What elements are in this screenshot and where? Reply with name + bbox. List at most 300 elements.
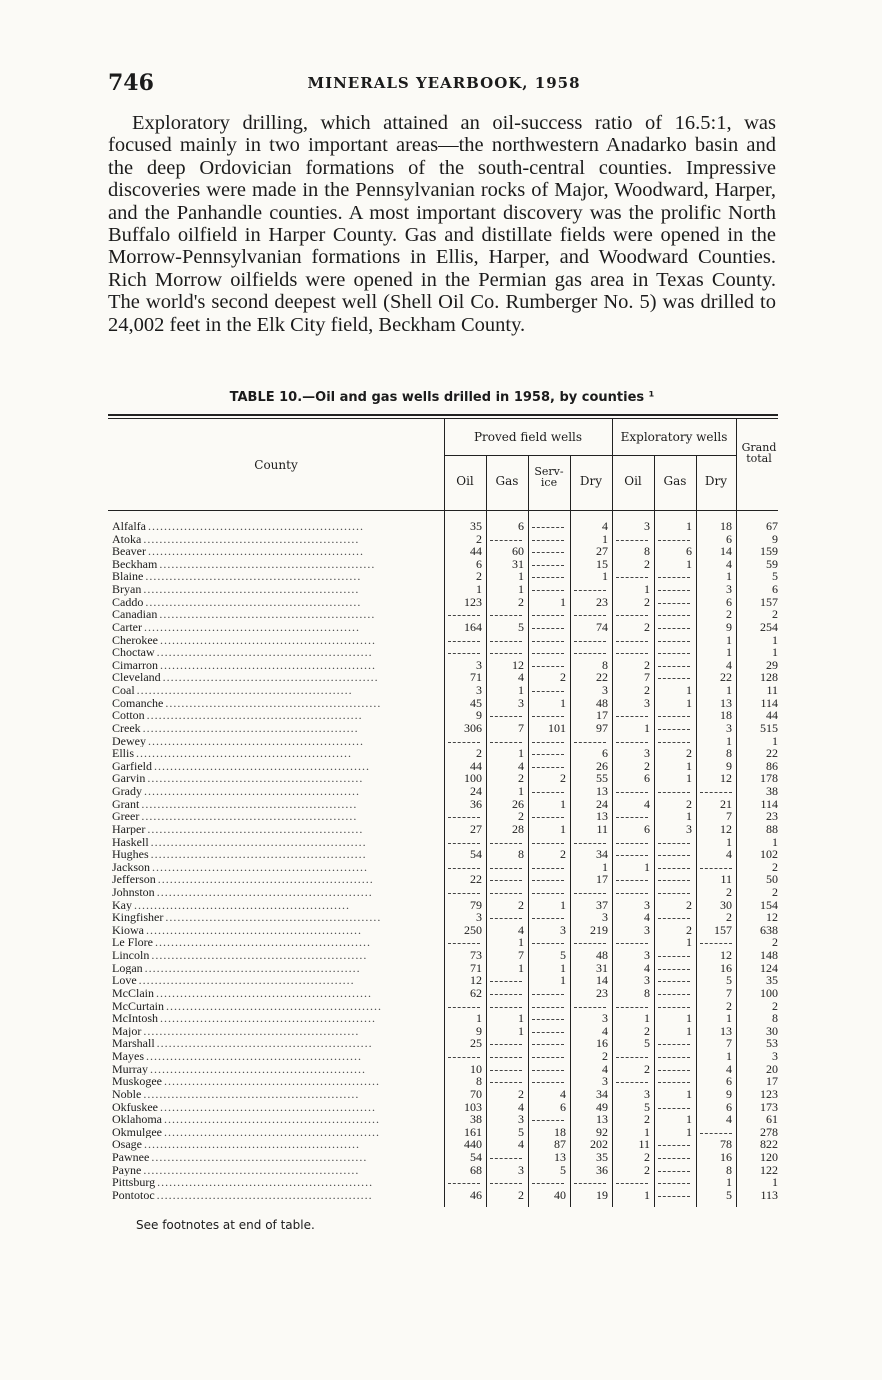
table-row [108,747,780,760]
table-cell: 4 [518,1099,524,1114]
table-cell: 44 [766,708,778,723]
table-row [108,1050,780,1063]
empty-cell-leader [700,868,732,869]
table-cell: 1 [560,821,566,836]
table-cell: 8 [602,657,608,672]
county-name: Grant . . . [112,798,442,811]
table-cell: 2 [772,607,778,622]
table-cell: 164 [464,619,482,634]
table-cell: 3 [726,720,732,735]
empty-cell-leader [490,742,522,743]
empty-cell-leader [616,641,648,642]
county-name: Osage . . . [112,1138,442,1151]
table-cell: 9 [726,758,732,773]
table-cell: 1 [518,784,524,799]
table-cell: 4 [644,796,650,811]
table-cell: 40 [554,1187,566,1202]
table-cell: 278 [760,1124,778,1139]
empty-cell-leader [532,1007,564,1008]
table-cell: 45 [470,695,482,710]
table-cell: 30 [720,897,732,912]
empty-cell-leader [658,1044,690,1045]
empty-cell-leader [448,742,480,743]
table-cell: 2 [518,1086,524,1101]
table-cell: 13 [596,1112,608,1127]
empty-cell-leader [658,893,690,894]
county-name: Cotton . . . [112,709,442,722]
empty-cell-leader [532,716,564,717]
table-cell: 7 [726,1036,732,1051]
table-cell: 23 [766,809,778,824]
exp-dry-header: Dry [704,474,728,488]
table-cell: 2 [726,884,732,899]
table-row [108,785,780,798]
table-cell: 44 [470,758,482,773]
table-row [108,848,780,861]
empty-cell-leader [532,552,564,553]
table-cell: 15 [596,556,608,571]
table-cell: 6 [476,556,482,571]
empty-cell-leader [574,1183,606,1184]
empty-cell-leader [532,742,564,743]
empty-cell-leader [532,691,564,692]
empty-cell-leader [658,653,690,654]
table-row [108,873,780,886]
table-cell: 23 [596,594,608,609]
table-cell: 22 [720,670,732,685]
empty-cell-leader [448,653,480,654]
table-cell: 86 [766,758,778,773]
county-name: Hughes . . . [112,848,442,861]
table-cell: 123 [760,1086,778,1101]
county-name: McClain . . . [112,987,442,1000]
table-row [108,1189,780,1202]
table-row [108,671,780,684]
table-cell: 1 [602,569,608,584]
table-cell: 1 [602,859,608,874]
table-cell: 148 [760,948,778,963]
empty-cell-leader [658,1070,690,1071]
empty-cell-leader [532,1183,564,1184]
table-cell: 4 [602,519,608,533]
table-cell: 11 [720,872,732,887]
empty-cell-leader [658,1082,690,1083]
empty-cell-leader [616,1082,648,1083]
table-cell: 3 [476,657,482,672]
county-name: Le Flore . . . [112,936,442,949]
table-cell: 9 [726,619,732,634]
table-cell: 6 [726,531,732,546]
table-cell: 1 [644,859,650,874]
table-cell: 101 [548,720,566,735]
table-cell: 19 [596,1187,608,1202]
table-cell: 306 [464,720,482,735]
empty-cell-leader [658,855,690,856]
table-row [108,772,780,785]
empty-cell-leader [532,641,564,642]
empty-cell-leader [532,880,564,881]
table-cell: 8 [772,1011,778,1026]
table-cell: 22 [596,670,608,685]
table-cell: 74 [596,619,608,634]
table-row [108,836,780,849]
empty-cell-leader [658,981,690,982]
table-cell: 29 [766,657,778,672]
table-cell: 6 [726,594,732,609]
table-cell: 3 [644,922,650,937]
table-cell: 1 [772,1175,778,1190]
county-name: Muskogee . . . [112,1075,442,1088]
table-cell: 202 [590,1137,608,1152]
table-cell: 3 [476,683,482,698]
county-name: Garfield . . . [112,760,442,773]
table-cell: 6 [726,1074,732,1089]
table-cell: 6 [772,582,778,597]
table-row [108,1113,780,1126]
county-name: Okfuskee . . . [112,1101,442,1114]
table-cell: 161 [464,1124,482,1139]
empty-cell-leader [490,1158,522,1159]
table-cell: 103 [464,1099,482,1114]
table-row [108,1025,780,1038]
table-cell: 4 [518,1137,524,1152]
empty-cell-leader [490,716,522,717]
table-cell: 6 [518,519,524,533]
table-cell: 2 [644,758,650,773]
table-cell: 1 [518,1011,524,1026]
table-cell: 3 [644,897,650,912]
table-cell: 2 [686,922,692,937]
table-row [108,1164,780,1177]
empty-cell-leader [616,843,648,844]
table-cell: 254 [760,619,778,634]
empty-cell-leader [616,716,648,717]
empty-cell-leader [616,1183,648,1184]
county-name: Caddo . . . [112,596,442,609]
empty-cell-leader [658,1057,690,1058]
table-top-rule-thin [108,418,778,419]
table-row [108,583,780,596]
empty-cell-leader [616,817,648,818]
table-cell: 14 [596,973,608,988]
table-cell: 12 [766,910,778,925]
table-cell: 1 [560,796,566,811]
table-row [108,974,780,987]
table-cell: 2 [686,796,692,811]
county-name: Cherokee . . . [112,634,442,647]
empty-cell-leader [574,615,606,616]
oil-header: Oil [456,474,474,488]
table-cell: 18 [720,708,732,723]
empty-cell-leader [532,918,564,919]
county-name: Creek . . . [112,722,442,735]
table-cell: 2 [518,809,524,824]
table-row [108,1075,780,1088]
table-row [108,936,780,949]
table-cell: 44 [470,544,482,559]
table-cell: 4 [560,1086,566,1101]
table-cell: 2 [644,1112,650,1127]
empty-cell-leader [532,817,564,818]
empty-cell-leader [700,943,732,944]
table-cell: 1 [686,771,692,786]
table-cell: 8 [518,847,524,862]
table-cell: 3 [644,695,650,710]
table-cell: 1 [686,758,692,773]
table-cell: 87 [554,1137,566,1152]
table-cell: 3 [518,695,524,710]
empty-cell-leader [490,868,522,869]
table-row [108,596,780,609]
empty-cell-leader [448,893,480,894]
table-cell: 11 [766,683,778,698]
table-cell: 2 [726,998,732,1013]
empty-cell-leader [448,615,480,616]
empty-cell-leader [532,1057,564,1058]
county-name: Ellis . . . [112,747,442,760]
table-cell: 1 [560,695,566,710]
table-cell: 2 [476,569,482,584]
table-cell: 2 [644,1023,650,1038]
empty-cell-leader [532,1120,564,1121]
table-cell: 12 [470,973,482,988]
table-cell: 79 [470,897,482,912]
page-header [108,70,780,94]
county-name: Harper . . . [112,823,442,836]
table-cell: 14 [720,544,732,559]
table-cell: 1 [644,582,650,597]
table-cell: 1 [476,582,482,597]
empty-cell-leader [658,1158,690,1159]
table-cell: 24 [596,796,608,811]
table-cell: 9 [772,531,778,546]
table-row [108,911,780,924]
empty-cell-leader [616,880,648,881]
exp-gas-header: Gas [663,474,687,488]
table-cell: 123 [464,594,482,609]
empty-cell-leader [532,754,564,755]
table-cell: 27 [596,544,608,559]
empty-cell-leader [658,628,690,629]
empty-cell-leader [658,1007,690,1008]
empty-cell-leader [532,994,564,995]
empty-cell-leader [490,843,522,844]
table-row [108,1126,780,1139]
empty-cell-leader [658,1145,690,1146]
empty-cell-leader [574,641,606,642]
table-cell: 20 [766,1061,778,1076]
empty-cell-leader [532,1032,564,1033]
empty-cell-leader [532,868,564,869]
county-name: Jefferson . . . [112,873,442,886]
table-cell: 157 [760,594,778,609]
empty-cell-leader [490,1007,522,1008]
table-cell: 1 [726,569,732,584]
county-name: Choctaw . . . [112,646,442,659]
table-row [108,621,780,634]
empty-cell-leader [616,792,648,793]
table-cell: 7 [726,809,732,824]
empty-cell-leader [658,716,690,717]
table-cell: 1 [518,582,524,597]
table-cell: 7 [726,985,732,1000]
table-cell: 2 [518,771,524,786]
table-cell: 54 [470,1150,482,1164]
table-cell: 62 [470,985,482,1000]
county-name: McIntosh . . . [112,1012,442,1025]
county-name: Bryan . . . [112,583,442,596]
table-cell: 1 [772,632,778,647]
table-cell: 4 [602,1061,608,1076]
table-cell: 102 [760,847,778,862]
table-cell: 3 [476,910,482,925]
empty-cell-leader [532,565,564,566]
empty-cell-leader [448,1057,480,1058]
table-row [108,1138,780,1151]
empty-cell-leader [532,653,564,654]
table-cell: 1 [560,897,566,912]
table-cell: 5 [644,1099,650,1114]
table-cell: 38 [766,784,778,799]
table-row [108,545,780,558]
table-cell: 638 [760,922,778,937]
empty-cell-leader [532,666,564,667]
county-name: Coal . . . [112,684,442,697]
table-cell: 37 [596,897,608,912]
table-cell: 1 [518,960,524,975]
table-cell: 34 [596,1086,608,1101]
table-cell: 1 [686,695,692,710]
footnote: See footnotes at end of table. [136,1218,315,1232]
table-cell: 73 [470,948,482,963]
table-cell: 1 [686,809,692,824]
table-cell: 8 [644,544,650,559]
table-cell: 4 [518,758,524,773]
empty-cell-leader [448,641,480,642]
table-cell: 48 [596,695,608,710]
table-cell: 2 [644,1162,650,1177]
empty-cell-leader [658,994,690,995]
empty-cell-leader [658,641,690,642]
table-cell: 2 [560,670,566,685]
table-cell: 250 [464,922,482,937]
table-cell: 36 [596,1162,608,1177]
table-cell: 13 [720,1023,732,1038]
county-name: Payne . . . [112,1164,442,1177]
table-cell: 30 [766,1023,778,1038]
empty-cell-leader [490,893,522,894]
county-name: Garvin . . . [112,772,442,785]
table-cell: 128 [760,670,778,685]
table-row [108,798,780,811]
table-row [108,1000,780,1013]
empty-cell-leader [658,1108,690,1109]
table-cell: 173 [760,1099,778,1114]
empty-cell-leader [490,994,522,995]
empty-cell-leader [658,540,690,541]
table-cell: 11 [638,1137,650,1152]
table-cell: 1 [644,1187,650,1202]
table-cell: 2 [644,657,650,672]
county-name: Carter . . . [112,621,442,634]
table-row [108,987,780,1000]
table-row [108,634,780,647]
table-cell: 92 [596,1124,608,1139]
table-cell: 7 [518,948,524,963]
empty-cell-leader [574,943,606,944]
table-cell: 3 [772,1049,778,1064]
table-cell: 1 [518,683,524,698]
table-cell: 5 [644,1036,650,1051]
table-cell: 70 [470,1086,482,1101]
empty-cell-leader [532,767,564,768]
table-cell: 10 [470,1061,482,1076]
table-row [108,558,780,571]
service-header: Serv-ice [534,465,564,489]
table-cell: 1 [726,1011,732,1026]
empty-cell-leader [616,540,648,541]
table-cell: 2 [518,594,524,609]
table-row [108,735,780,748]
table-row [108,709,780,722]
table-row [108,646,780,659]
table-cell: 1 [726,1049,732,1064]
table-cell: 7 [644,670,650,685]
county-name: Pittsburg . . . [112,1176,442,1189]
table-cell: 78 [720,1137,732,1152]
table-cell: 9 [726,1086,732,1101]
empty-cell-leader [658,918,690,919]
table-cell: 88 [766,821,778,836]
county-name: Beaver . . . [112,545,442,558]
table-cell: 3 [726,582,732,597]
table-cell: 4 [602,1023,608,1038]
table-cell: 5 [518,1124,524,1139]
county-name: Noble . . . [112,1088,442,1101]
empty-cell-leader [532,792,564,793]
county-name: Pontotoc . . . [112,1189,442,1202]
empty-cell-leader [532,615,564,616]
empty-cell-leader [448,868,480,869]
table-cell: 1 [560,594,566,609]
table-caption: TABLE 10.—Oil and gas wells drilled in 1958, by counties ¹ [229,390,655,405]
empty-cell-leader [574,742,606,743]
empty-cell-leader [658,577,690,578]
table-cell: 1 [772,645,778,660]
table-cell: 2 [772,935,778,950]
table-cell: 18 [720,519,732,533]
table-cell: 4 [726,847,732,862]
table-cell: 1 [518,935,524,950]
empty-cell-leader [658,590,690,591]
exp-oil-header: Oil [624,474,642,488]
empty-cell-leader [616,893,648,894]
table-cell: 1 [686,556,692,571]
table-cell: 49 [596,1099,608,1114]
table-row [108,1063,780,1076]
table-cell: 3 [518,1162,524,1177]
table-row [108,1151,780,1164]
empty-cell-leader [532,893,564,894]
empty-cell-leader [448,817,480,818]
empty-cell-leader [616,1057,648,1058]
table-cell: 3 [686,821,692,836]
table-cell: 3 [518,1112,524,1127]
table-cell: 3 [644,519,650,533]
table-cell: 4 [644,910,650,925]
table-cell: 1 [772,834,778,849]
table-cell: 4 [726,657,732,672]
